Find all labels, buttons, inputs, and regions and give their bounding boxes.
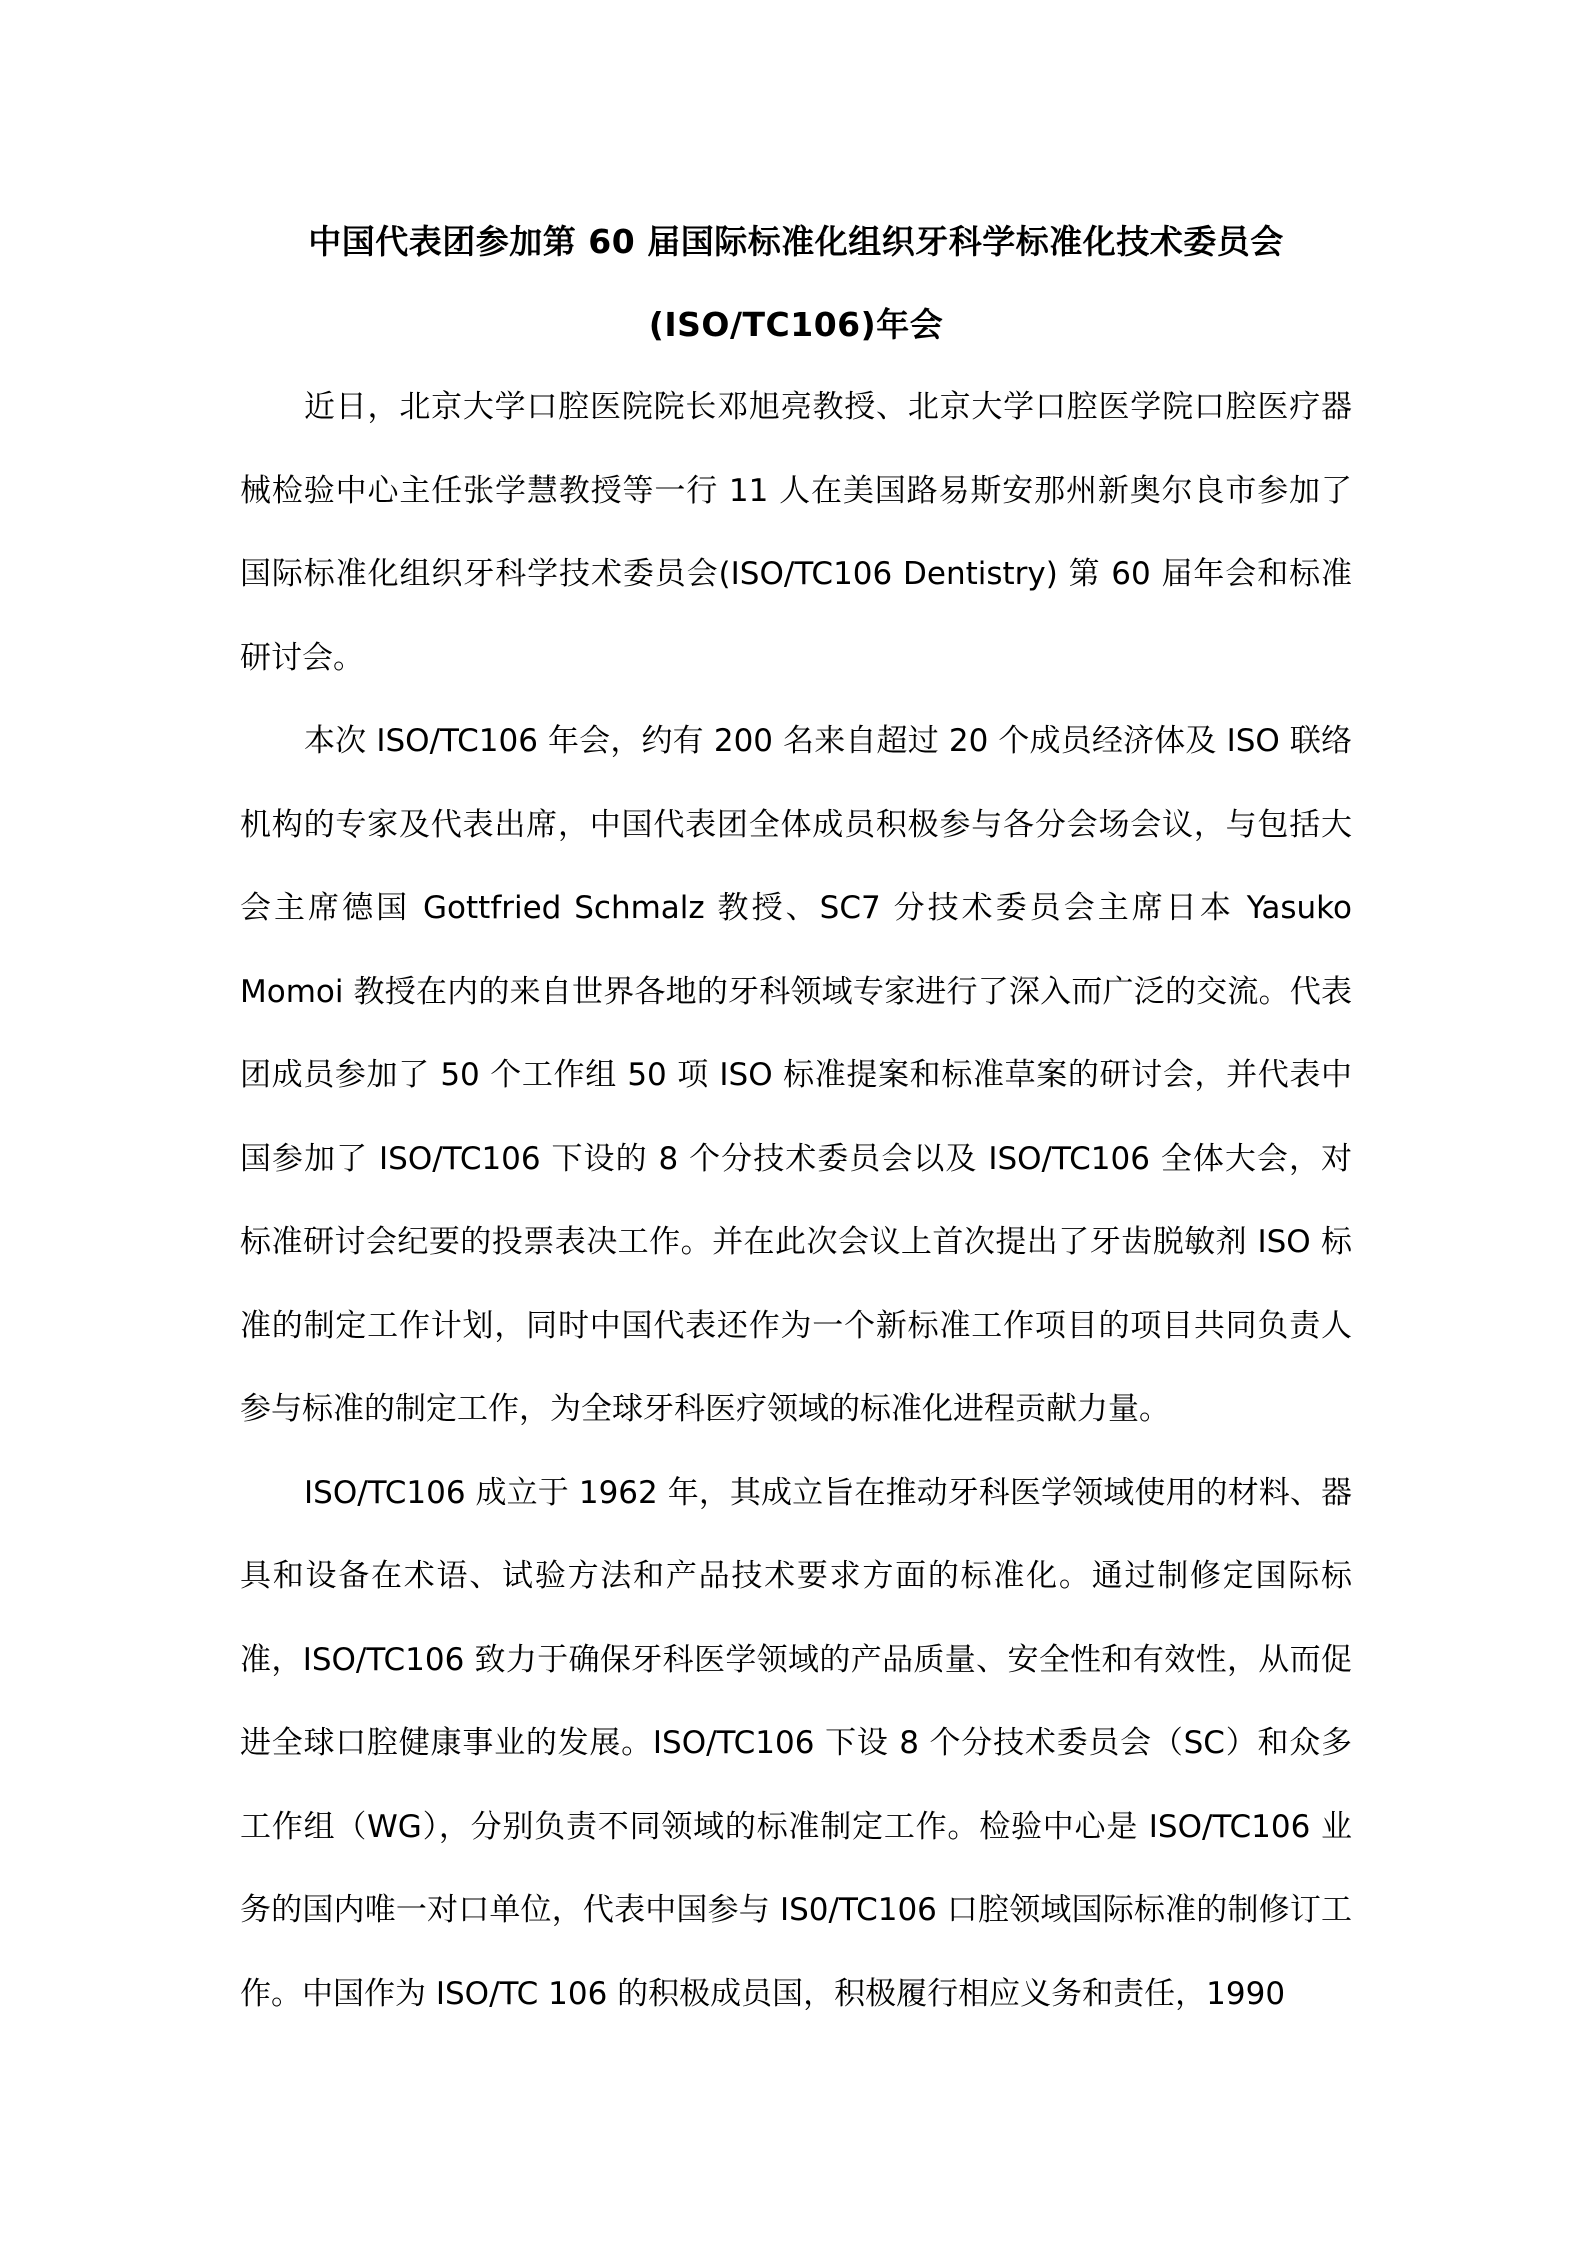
title-line-2: (ISO/TC106)年会 [648,305,944,344]
document-title [240,200,1352,366]
paragraph-3: ISO/TC106 成立于 1962 年，其成立旨在推动牙科医学领域使用的材料、器具和设备在术语、试验方法和产品技术要求方面的标准化。通过制修定国际标准，ISO/TC106 致力于确保牙科医学领域的产品质量、安全性和有效性，从而促进全球口腔健康事业的发展。ISO/TC106 下设 8 个分技术委员会（SC）和众多工作组（WG），分别负责不同领域的标准制定工作。检验中心是 ISO/TC106 业务的国内唯一对口单位，代表中国参与 IS0/TC106 口腔领域国际标准的制修订工作。中国作为 ISO/TC 106 的积极成员国，积极履行相应义务和责任，1990 [240,1474,1352,2012]
document-body [240,200,1352,2036]
title-line-1: 中国代表团参加第 60 届国际标准化组织牙科学标准化技术委员会 [308,222,1284,261]
paragraph-1: 近日，北京大学口腔医院院长邓旭亮教授、北京大学口腔医学院口腔医疗器械检验中心主任张学慧教授等一行 11 人在美国路易斯安那州新奥尔良市参加了国际标准化组织牙科学技术委员会(ISO/TC106 Dentistry) 第 60 届年会和标准研讨会。 [240,389,1352,676]
paragraph-2: 本次 ISO/TC106 年会，约有 200 名来自超过 20 个成员经济体及 ISO 联络机构的专家及代表出席，中国代表团全体成员积极参与各分会场会议，与包括大会主席德国 Gottfried Schmalz 教授、SC7 分技术委员会主席日本 Yasuko Momoi 教授在内的来自世界各地的牙科领域专家进行了深入而广泛的交流。代表团成员参加了 50 个工作组 50 项 ISO 标准提案和标准草案的研讨会，并代表中国参加了 ISO/TC106 下设的 8 个分技术委员会以及 ISO/TC106 全体大会，对标准研讨会纪要的投票表决工作。并在此次会议上首次提出了牙齿脱敏剂 ISO 标准的制定工作计划，同时中国代表还作为一个新标准工作项目的项目共同负责人参与标准的制定工作，为全球牙科医疗领域的标准化进程贡献力量。 [240,723,1352,1427]
